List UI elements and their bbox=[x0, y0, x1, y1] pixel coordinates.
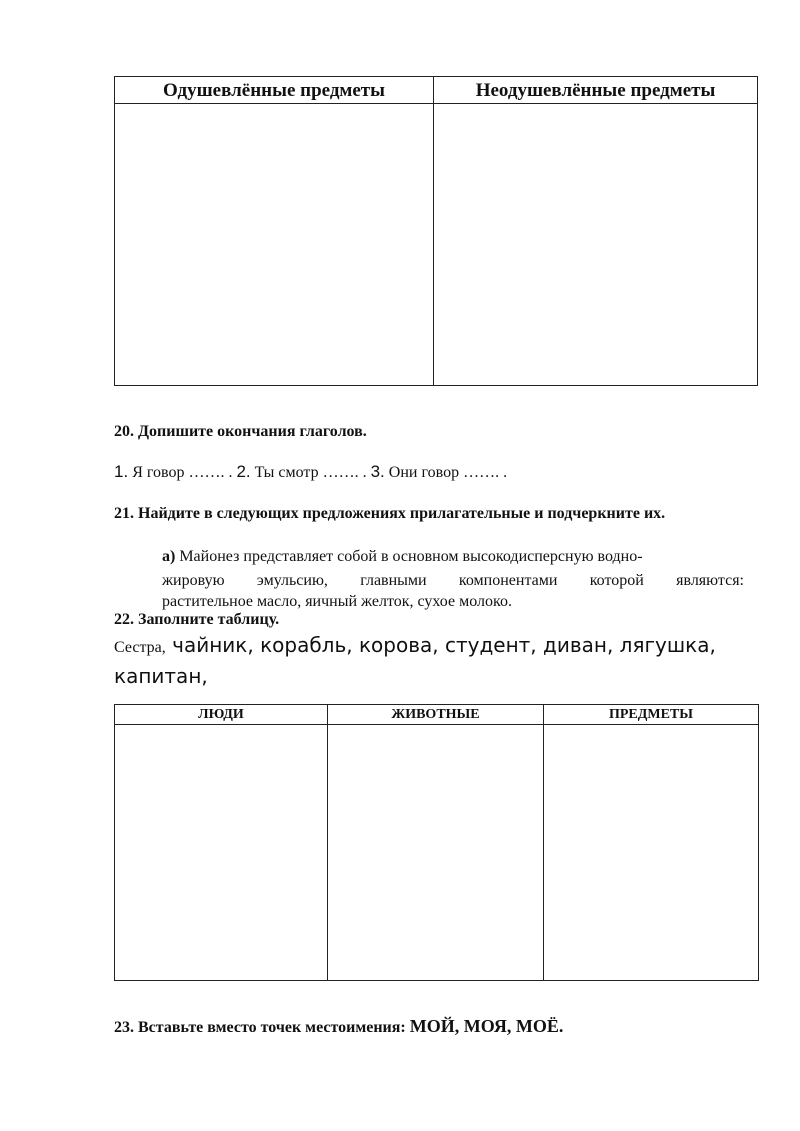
table-header-inanimate: Неодушевлённые предметы bbox=[434, 77, 757, 104]
word-first: Сестра, bbox=[114, 639, 166, 656]
task-22-title: 22. Заполните таблицу. bbox=[114, 611, 280, 628]
task-21-text-1: Майонез представляет собой в основном высокодисперсную водно- bbox=[179, 548, 643, 565]
task-21-line-2: жировую эмульсию, главными компонентами которой являются: bbox=[162, 572, 744, 589]
item-number: 1. bbox=[114, 462, 129, 481]
table-header-objects: ПРЕДМЕТЫ bbox=[544, 705, 758, 725]
item-number: 3. bbox=[370, 462, 385, 481]
task-23-options: МОЙ, МОЯ, МОЁ. bbox=[409, 1016, 564, 1036]
item-text: Они говор ……. . bbox=[388, 464, 508, 481]
classification-table bbox=[114, 704, 759, 981]
table-divider bbox=[327, 705, 328, 980]
task-22-words bbox=[114, 633, 716, 657]
word-list: чайник, корабль, корова, студент, диван, лягушка, bbox=[165, 633, 716, 657]
task-23-text: 23. Вставьте вместо точек местоимения: bbox=[114, 1019, 406, 1036]
task-21-line-1 bbox=[162, 546, 744, 567]
task-22-words-line-2: капитан, bbox=[114, 664, 208, 688]
task-20-title: 20. Допишите окончания глаголов. bbox=[114, 423, 367, 440]
item-text: Ты смотр ……. . bbox=[254, 464, 367, 481]
table-header-people: ЛЮДИ bbox=[115, 705, 327, 725]
table-divider bbox=[433, 77, 434, 385]
task-21-line-3: растительное масло, яичный желток, сухое молоко. bbox=[162, 593, 512, 610]
table-header-animate: Одушевлённые предметы bbox=[115, 77, 434, 104]
animate-inanimate-table bbox=[114, 76, 758, 386]
task-23-title bbox=[114, 1016, 563, 1037]
table-header-animals: ЖИВОТНЫЕ bbox=[328, 705, 543, 725]
table-divider bbox=[543, 705, 544, 980]
item-number: 2. bbox=[236, 462, 251, 481]
item-text: Я говор ……. . bbox=[132, 464, 233, 481]
task-20-items bbox=[114, 462, 507, 482]
task-21-label: а) bbox=[162, 548, 176, 565]
task-21-title: 21. Найдите в следующих предложениях прилагательные и подчеркните их. bbox=[114, 505, 666, 522]
